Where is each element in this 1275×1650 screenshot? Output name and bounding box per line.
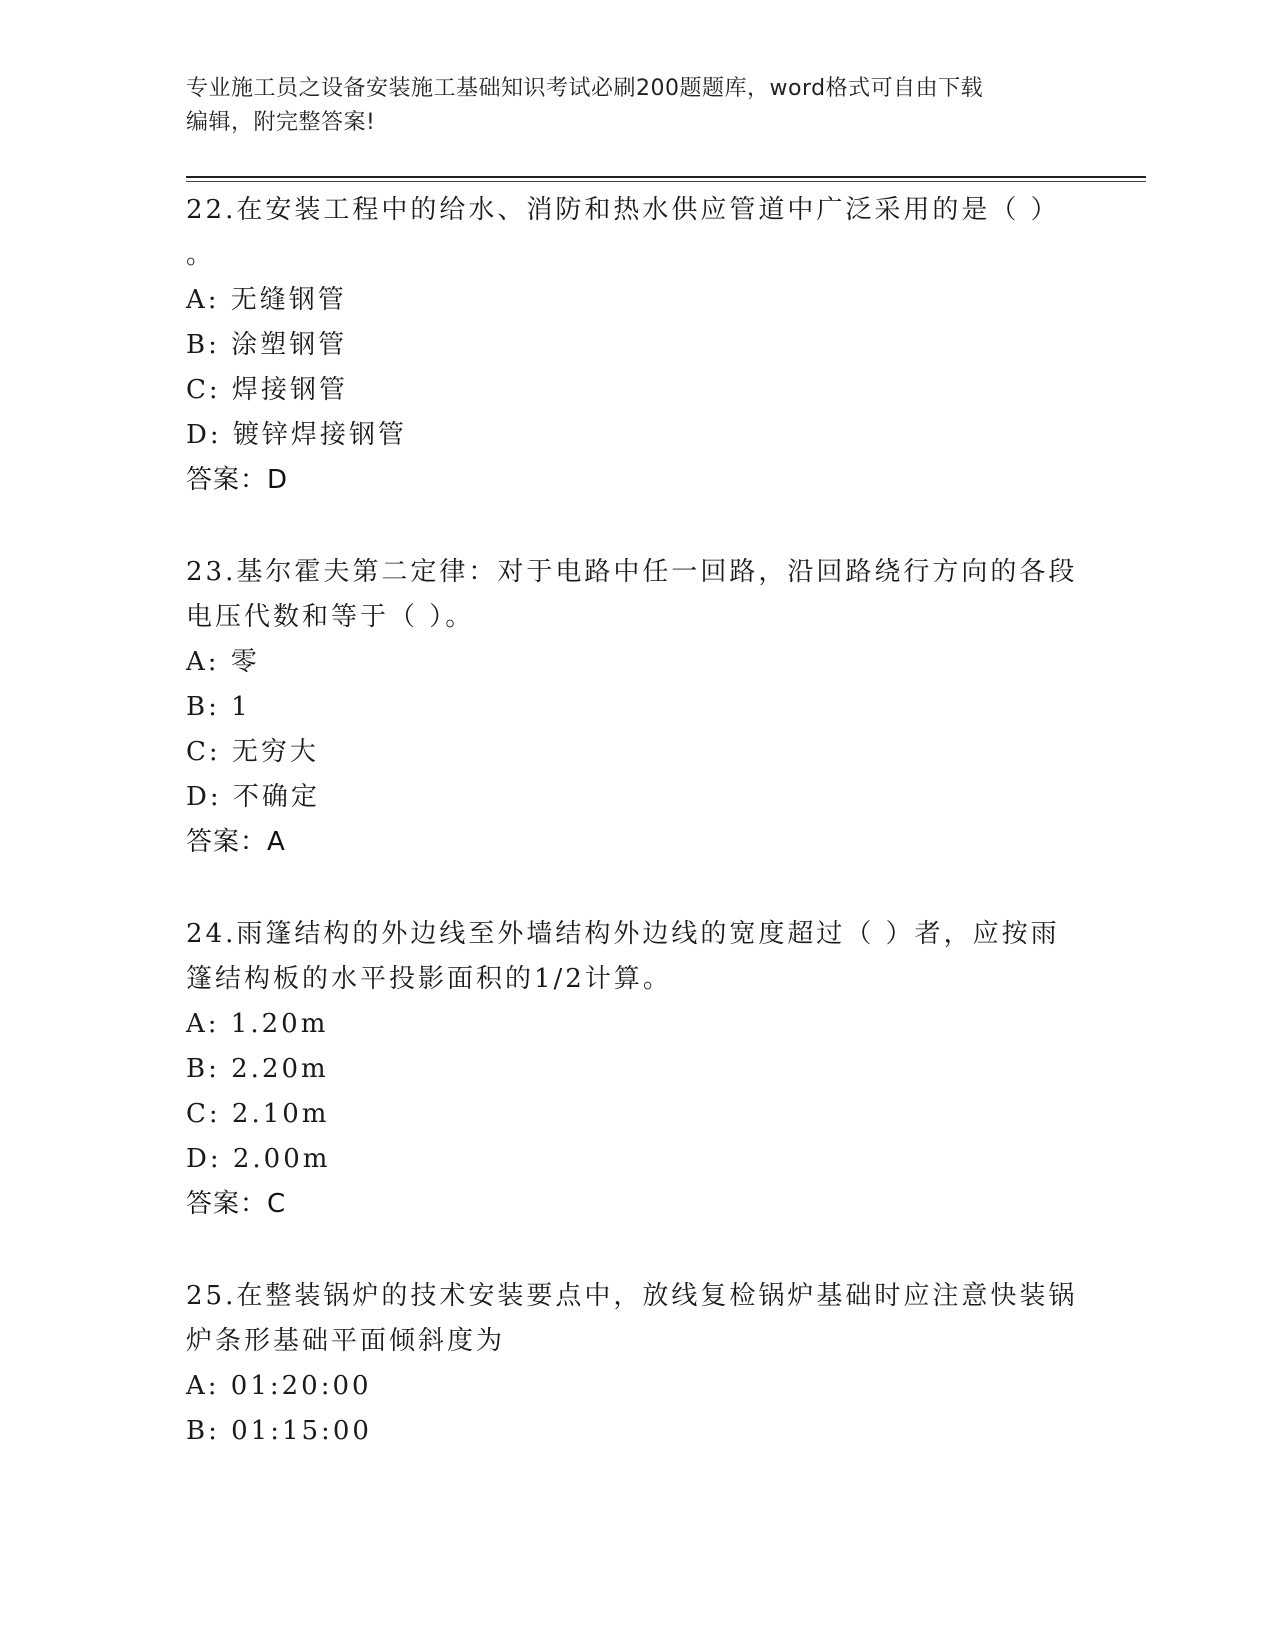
question-stem: 23.基尔霍夫第二定律：对于电路中任一回路，沿回路绕行方向的各段	[186, 557, 1078, 587]
answer-label: 答案：D	[186, 465, 289, 495]
question-22	[186, 188, 1086, 503]
question-spacer	[186, 1227, 1086, 1274]
option-a: A: 零	[186, 647, 260, 677]
question-list	[186, 188, 1086, 1454]
answer-label: 答案：C	[186, 1189, 287, 1219]
question-25	[186, 1274, 1086, 1454]
question-spacer	[186, 865, 1086, 912]
question-stem-continued: 。	[186, 240, 216, 270]
question-stem: 22.在安装工程中的给水、消防和热水供应管道中广泛采用的是（ ）	[186, 195, 1060, 225]
option-c: C: 焊接钢管	[186, 375, 348, 405]
question-stem: 25.在整装锅炉的技术安装要点中，放线复检锅炉基础时应注意快装锅	[186, 1281, 1078, 1311]
option-d: D: 镀锌焊接钢管	[186, 420, 407, 450]
question-23	[186, 550, 1086, 865]
option-b: B: 涂塑钢管	[186, 330, 348, 360]
option-a: A: 01:20:00	[186, 1371, 372, 1401]
option-d: D: 2.00m	[186, 1144, 331, 1174]
question-stem-continued: 篷结构板的水平投影面积的1/2计算。	[186, 964, 672, 994]
option-d: D: 不确定	[186, 782, 320, 812]
question-spacer	[186, 503, 1086, 550]
header-title-line-1: 专业施工员之设备安装施工基础知识考试必刷200题题库，word格式可自由下载	[186, 76, 984, 101]
option-c: C: 2.10m	[186, 1099, 330, 1129]
question-stem-continued: 电压代数和等于（ ）。	[186, 602, 475, 632]
option-b: B: 01:15:00	[186, 1416, 372, 1446]
option-b: B: 2.20m	[186, 1054, 329, 1084]
document-header	[186, 72, 1086, 140]
option-a: A: 1.20m	[186, 1009, 329, 1039]
question-stem-continued: 炉条形基础平面倾斜度为	[186, 1326, 506, 1356]
option-c: C: 无穷大	[186, 737, 319, 767]
question-stem: 24.雨篷结构的外边线至外墙结构外边线的宽度超过（ ）者，应按雨	[186, 919, 1060, 949]
option-b: B: 1	[186, 692, 251, 722]
header-divider-thin	[186, 181, 1146, 182]
answer-label: 答案：A	[186, 827, 286, 857]
header-divider-thick	[186, 176, 1146, 178]
question-24	[186, 912, 1086, 1227]
option-a: A: 无缝钢管	[186, 285, 347, 315]
header-title-line-2: 编辑，附完整答案!	[186, 110, 376, 135]
